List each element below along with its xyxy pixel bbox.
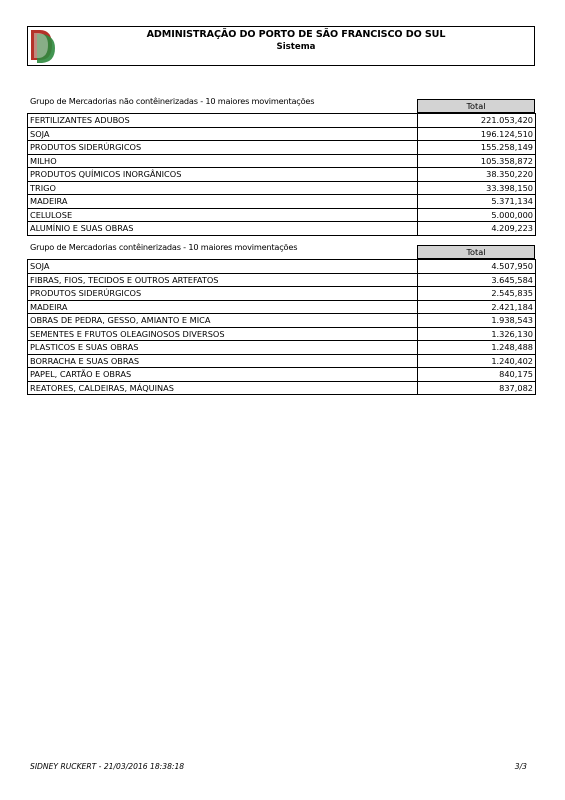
- commodity-total: 1.938,543: [418, 314, 536, 328]
- group-caption-non-containerized: Grupo de Mercadorias não contêinerizadas - 10 maiores movimentações: [30, 96, 315, 106]
- report-subtitle: Sistema: [276, 42, 316, 52]
- commodity-name: TRIGO: [28, 181, 418, 195]
- port-logo-icon: [28, 27, 58, 67]
- table-row: [28, 314, 536, 328]
- commodity-total: 4.209,223: [418, 222, 536, 236]
- footer-user-timestamp: SIDNEY RUCKERT - 21/03/2016 18:38:18: [30, 762, 185, 771]
- table-row: [28, 368, 536, 382]
- commodity-total: 1.326,130: [418, 327, 536, 341]
- table-row: [28, 341, 536, 355]
- total-column-header: Total: [417, 99, 535, 113]
- commodity-total: 5.371,134: [418, 195, 536, 209]
- commodity-name: MADEIRA: [28, 195, 418, 209]
- table-row: [28, 260, 536, 274]
- table-row: [28, 300, 536, 314]
- commodity-name: ALUMÍNIO E SUAS OBRAS: [28, 222, 418, 236]
- table-row: [28, 354, 536, 368]
- commodity-name: FERTILIZANTES ADUBOS: [28, 114, 418, 128]
- table-row: [28, 208, 536, 222]
- commodity-total: 105.358,872: [418, 154, 536, 168]
- commodity-total: 840,175: [418, 368, 536, 382]
- table-row: [28, 168, 536, 182]
- commodity-total: 3.645,584: [418, 273, 536, 287]
- table-row: [28, 273, 536, 287]
- commodity-total: 1.248,488: [418, 341, 536, 355]
- commodity-name: FIBRAS, FIOS, TECIDOS E OUTROS ARTEFATOS: [28, 273, 418, 287]
- commodity-total: 5.000,000: [418, 208, 536, 222]
- commodity-name: SOJA: [28, 127, 418, 141]
- commodity-name: MILHO: [28, 154, 418, 168]
- commodity-name: SEMENTES E FRUTOS OLEAGINOSOS DIVERSOS: [28, 327, 418, 341]
- commodity-name: BORRACHA E SUAS OBRAS: [28, 354, 418, 368]
- non-containerized-table: [27, 113, 536, 236]
- commodity-total: 33.398,150: [418, 181, 536, 195]
- commodity-name: PLASTICOS E SUAS OBRAS: [28, 341, 418, 355]
- report-title: ADMINISTRAÇÃO DO PORTO DE SÃO FRANCISCO DO SUL: [146, 29, 446, 40]
- commodity-name: REATORES, CALDEIRAS, MÁQUINAS: [28, 381, 418, 395]
- table-row: [28, 127, 536, 141]
- commodity-name: PRODUTOS QUÍMICOS INORGÂNICOS: [28, 168, 418, 182]
- commodity-total: 196.124,510: [418, 127, 536, 141]
- table-row: [28, 154, 536, 168]
- table-row: [28, 287, 536, 301]
- table-row: [28, 141, 536, 155]
- group-caption-containerized: Grupo de Mercadorias contêinerizadas - 10 maiores movimentações: [30, 242, 298, 252]
- table-row: [28, 327, 536, 341]
- commodity-total: 155.258,149: [418, 141, 536, 155]
- footer-page-number: 3/3: [514, 762, 527, 771]
- commodity-total: 2.545,835: [418, 287, 536, 301]
- commodity-total: 38.350,220: [418, 168, 536, 182]
- commodity-name: CELULOSE: [28, 208, 418, 222]
- report-header: [27, 26, 535, 66]
- table-row: [28, 114, 536, 128]
- commodity-name: PRODUTOS SIDERÚRGICOS: [28, 141, 418, 155]
- containerized-table: [27, 259, 536, 395]
- table-row: [28, 381, 536, 395]
- commodity-total: 221.053,420: [418, 114, 536, 128]
- commodity-name: MADEIRA: [28, 300, 418, 314]
- commodity-total: 1.240,402: [418, 354, 536, 368]
- commodity-name: SOJA: [28, 260, 418, 274]
- commodity-total: 4.507,950: [418, 260, 536, 274]
- commodity-name: OBRAS DE PEDRA, GESSO, AMIANTO E MICA: [28, 314, 418, 328]
- table-row: [28, 181, 536, 195]
- total-column-header: Total: [417, 245, 535, 259]
- table-row: [28, 195, 536, 209]
- commodity-total: 2.421,184: [418, 300, 536, 314]
- commodity-name: PAPEL, CARTÃO E OBRAS: [28, 368, 418, 382]
- commodity-name: PRODUTOS SIDERÚRGICOS: [28, 287, 418, 301]
- commodity-total: 837,082: [418, 381, 536, 395]
- table-row: [28, 222, 536, 236]
